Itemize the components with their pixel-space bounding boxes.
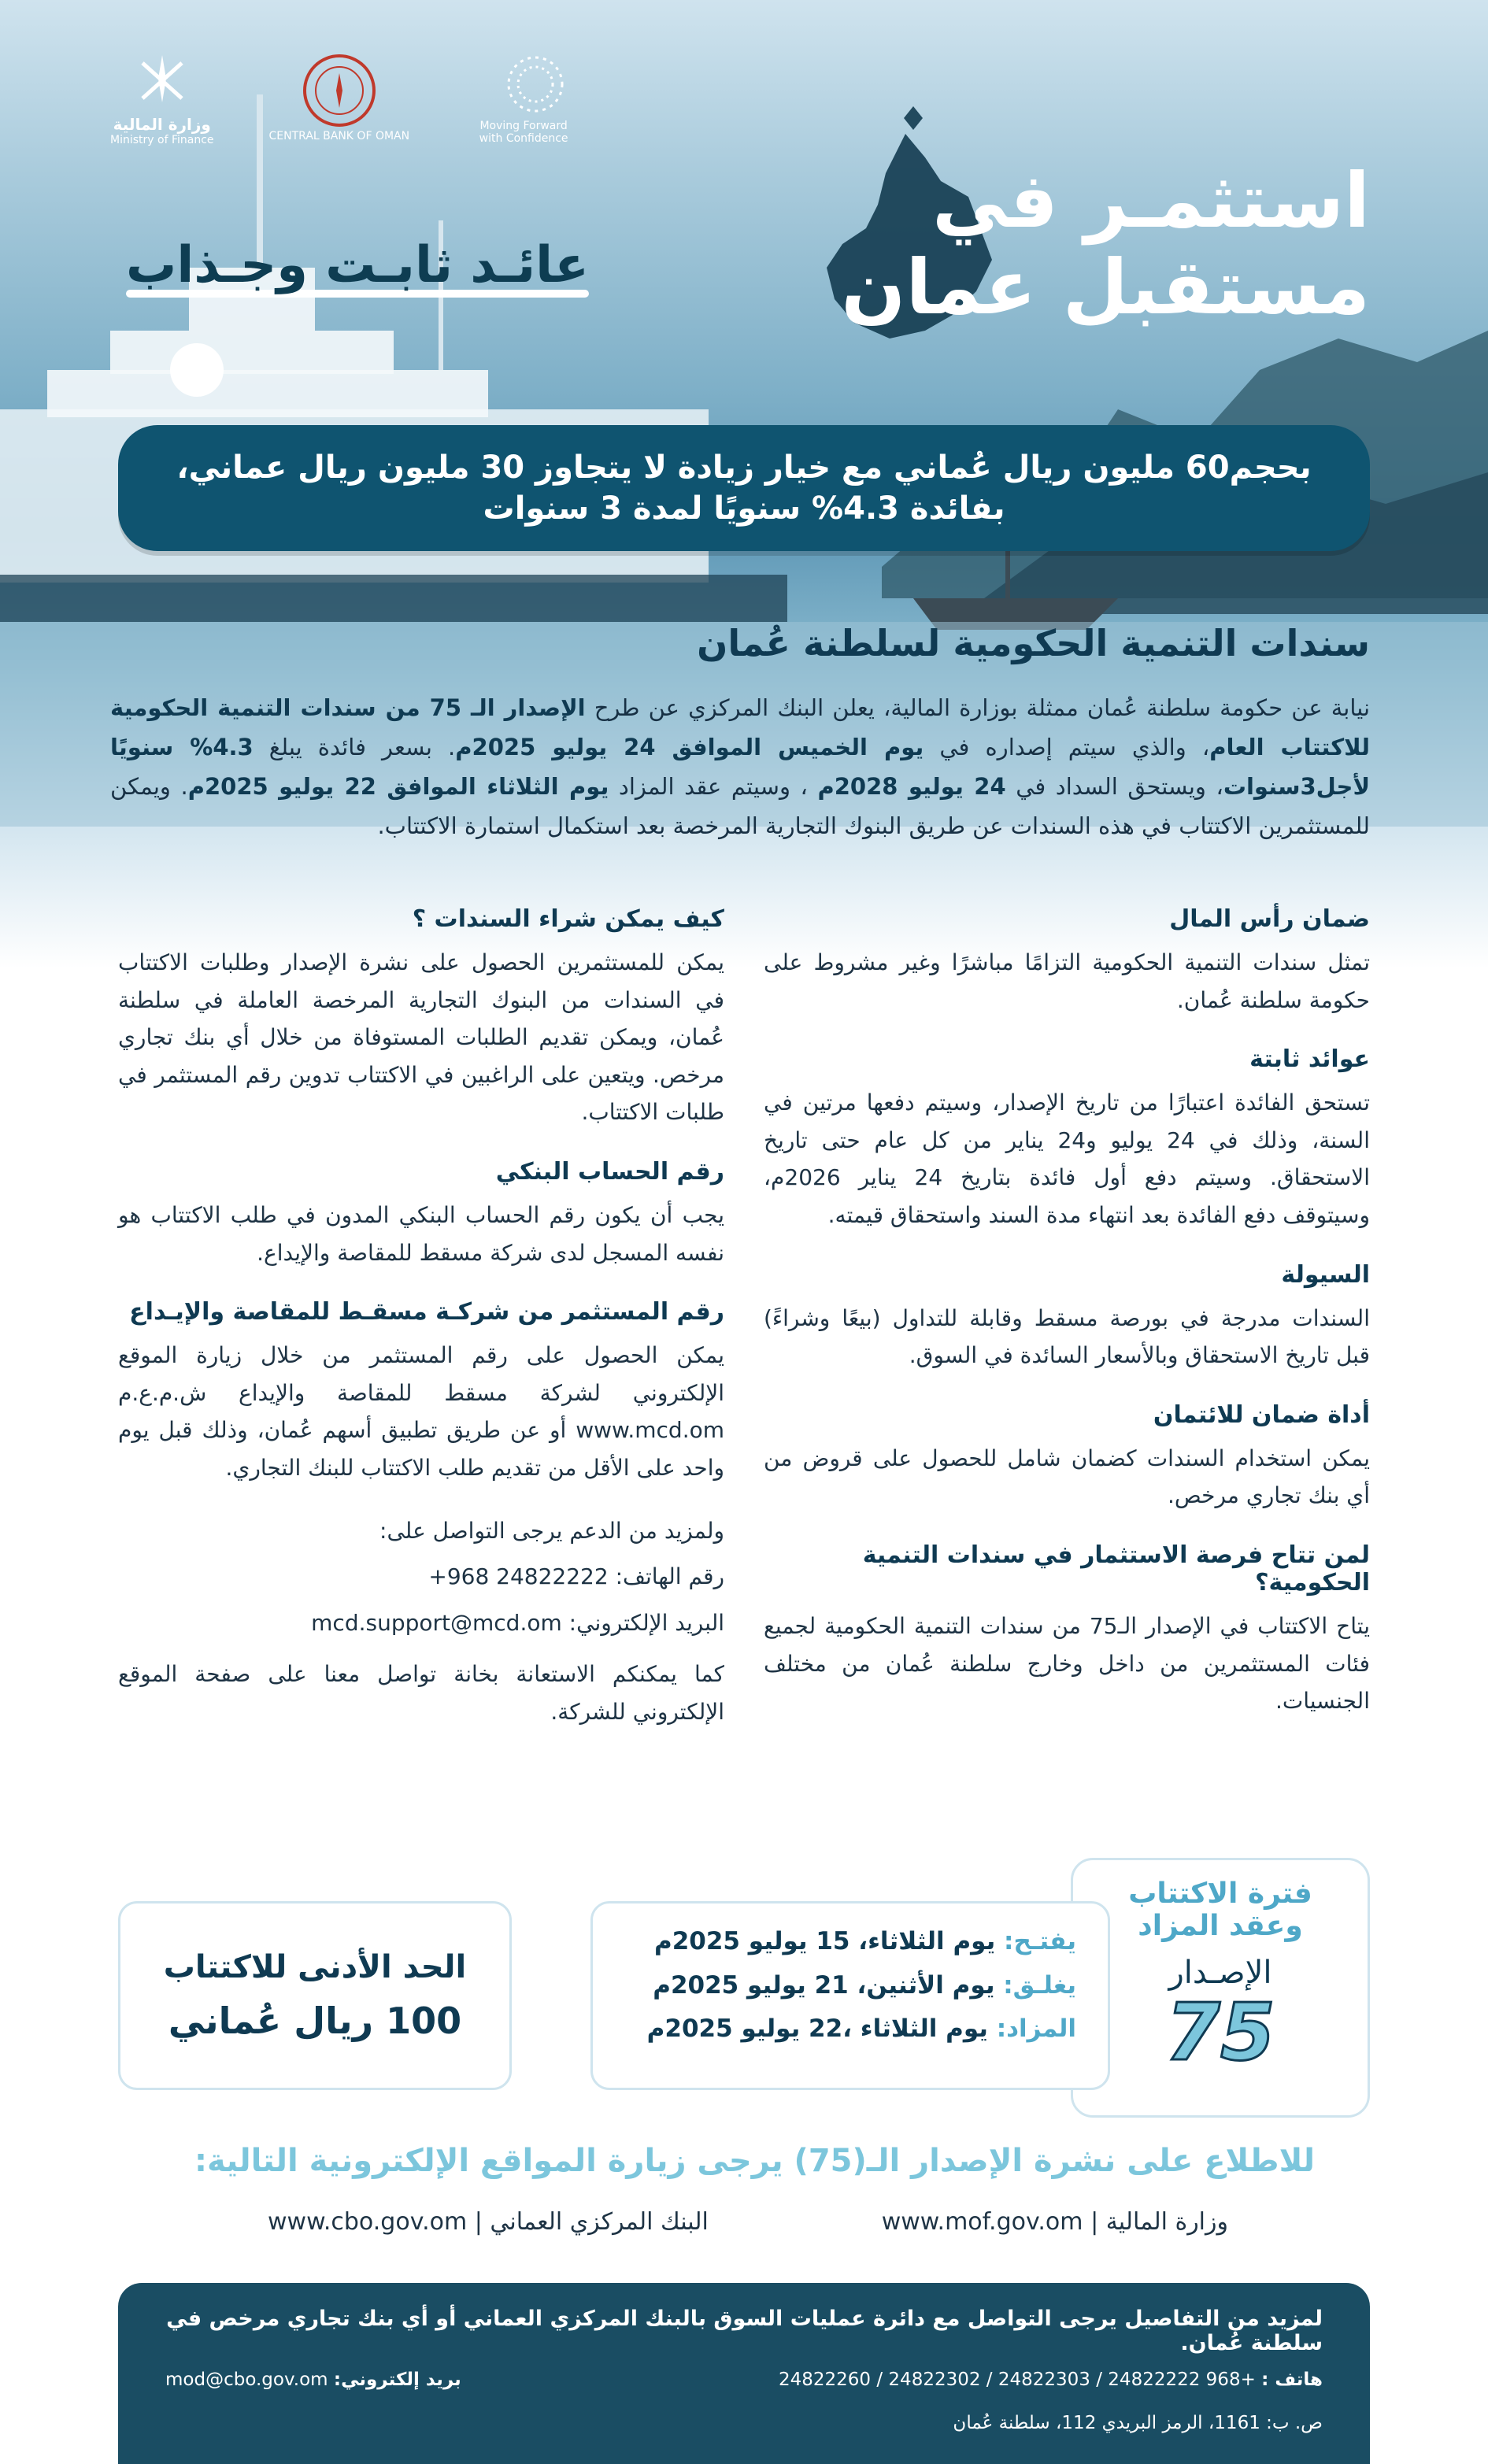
fixed-returns-block — [764, 1045, 1370, 1234]
block-body: تستحق الفائدة اعتبارًا من تاريخ الإصدار، وسيتم دفعها مرتين في السنة، وذلك في 24 يوليو و24 يناير من كل عام حتى تاريخ الاستحقاق. وسيتم دفع أول فائدة بتاريخ 24 يناير 2026م، وسيتوقف دفع الفائدة بعد انتهاء مدة السند واستحقاق قيمته. — [764, 1090, 1370, 1228]
websites-title: للاطلاع على نشرة الإصدار الـ(75) يرجى زيارة المواقع الإلكترونية التالية: — [194, 2143, 1315, 2179]
capital-guarantee-block — [764, 905, 1370, 1019]
support-email-row — [118, 1606, 724, 1641]
phone-label: رقم الهاتف: — [615, 1563, 724, 1590]
intro-bold-2: يوم الخميس الموافق 24 يوليو 2025م — [455, 733, 924, 760]
period-title-1: فترة الاكتتاب — [1128, 1878, 1312, 1910]
intro-bold-4: 24 يوليو 2028م — [817, 772, 1006, 800]
issue-panel — [1071, 1858, 1370, 2118]
intro-text-1: نيابة عن حكومة سلطنة عُمان ممثلة بوزارة المالية، يعلن البنك المركزي عن طرح — [585, 694, 1371, 721]
block-title: كيف يمكن شراء السندات ؟ — [412, 905, 724, 933]
block-title: لمن تتاح فرصة الاستثمار في سندات التنمية الحكومية؟ — [862, 1541, 1370, 1596]
intro-bold-3: 4.3% سنويًا لأجل3سنوات — [110, 733, 1371, 800]
block-title: أداة ضمان للائتمان — [1153, 1400, 1370, 1429]
block-title: السيولة — [1281, 1260, 1370, 1289]
cbo-site — [268, 2208, 709, 2236]
investor-number-block — [118, 1298, 724, 1486]
cbo-url-link[interactable]: www.cbo.gov.om — [268, 2208, 468, 2236]
intro-text-3: . بسعر فائدة يبلغ — [253, 733, 456, 760]
vision-swirl-icon — [465, 49, 583, 120]
bank-account-block — [118, 1158, 724, 1271]
logo-row — [110, 47, 583, 146]
howto-column — [118, 905, 724, 1757]
eligibility-block — [764, 1541, 1370, 1720]
min-title: الحد الأدنى للاكتتاب — [163, 1949, 467, 1985]
finance-logo-ar: وزارة المالية — [113, 115, 211, 134]
websites-row — [268, 2208, 1228, 2236]
block-title: عوائد ثابتة — [1249, 1045, 1370, 1074]
footer-address: ص. ب: 1161، الرمز البريدي 112، سلطنة عُمان — [953, 2413, 1323, 2433]
mof-url-link[interactable]: www.mof.gov.om — [881, 2208, 1083, 2236]
block-body: يمكن للمستثمرين الحصول على نشرة الإصدار وطلبات الاكتتاب في السندات من البنوك التجارية المرخصة العاملة في سلطنة عُمان، ويمكن تقديم الطلبات المستوفاة من خلال أي بنك تجاري مرخص. ويتعين على الراغبين في الاكتتاب تدوين رقم المستثمر في طلبات الاكتتاب. — [118, 949, 724, 1126]
close-label: يغلـق: — [1003, 1970, 1076, 2000]
ministry-of-finance-logo — [110, 47, 214, 146]
tagline-text: عائـد ثابـت وجـذاب — [126, 236, 589, 294]
central-bank-logo-en: CENTRAL BANK OF OMAN — [268, 130, 410, 142]
block-body: تمثل سندات التنمية الحكومية التزامًا مباشرًا وغير مشروط على حكومة سلطنة عُمان. — [764, 949, 1370, 1013]
support-intro: ولمزيد من الدعم يرجى التواصل على: — [379, 1517, 724, 1544]
open-label: يفتـح: — [1004, 1927, 1076, 1955]
tagline — [126, 236, 589, 298]
benefits-column — [764, 905, 1370, 1747]
credit-collateral-block — [764, 1401, 1370, 1515]
mof-site — [882, 2208, 1228, 2236]
intro-bold-5: يوم الثلاثاء الموافق 22 يوليو 2025م — [187, 772, 609, 800]
oman-vision-logo — [465, 49, 583, 145]
offer-banner — [118, 425, 1370, 551]
auction-label: المزاد: — [996, 2014, 1076, 2044]
email-link[interactable]: mcd.support@mcd.om — [311, 1610, 562, 1637]
block-title: رقم الحساب البنكي — [495, 1157, 724, 1186]
footer-email — [165, 2370, 461, 2390]
footer-email-link[interactable]: mod@cbo.gov.om — [165, 2370, 328, 2390]
finance-logo-en: Ministry of Finance — [110, 134, 214, 146]
footer-note: لمزيد من التفاصيل يرجى التواصل مع دائرة عمليات السوق بالبنك المركزي العماني أو أي بنك تجاري مرخص في سلطنة عُمان. — [166, 2307, 1323, 2355]
open-date-row — [624, 1922, 1076, 1962]
issue-number: 75 — [1165, 1986, 1275, 2078]
how-to-buy-block — [118, 905, 724, 1131]
block-body: يتاح الاكتتاب في الإصدار الـ75 من سندات التنمية الحكومية لجميع فئات المستثمرين من داخل وخارج سلطنة عُمان من مختلف الجنسيات. — [764, 1612, 1370, 1715]
banner-line2: بفائدة 4.3% سنويًا لمدة 3 سنوات — [483, 490, 1005, 527]
support-block — [118, 1514, 724, 1731]
open-date: يوم الثلاثاء، 15 يوليو 2025م — [653, 1927, 996, 1955]
minimum-subscription-panel — [118, 1901, 512, 2090]
intro-bold-1: الإصدار الـ 75 من سندات التنمية الحكومية للاكتتاب العام — [110, 694, 1370, 760]
cbo-label: البنك المركزي العماني | — [474, 2208, 709, 2236]
intro-text-5: ، وسيتم عقد المزاد — [609, 772, 818, 800]
liquidity-block — [764, 1261, 1370, 1374]
mof-label: وزارة المالية | — [1090, 2208, 1228, 2236]
email-label: البريد الإلكتروني: — [568, 1610, 724, 1637]
block-body: السندات مدرجة في بورصة مسقط وقابلة للتداول (بيعًا وشراءً) قبل تاريخ الاستحقاق وبالأسعار السائدة في السوق. — [764, 1304, 1370, 1369]
section-title: سندات التنمية الحكومية لسلطنة عُمان — [697, 622, 1370, 664]
intro-text-4: ، ويستحق السداد في — [1005, 772, 1223, 800]
khanjar-emblem-icon — [135, 47, 190, 110]
central-bank-seal-icon — [300, 51, 379, 130]
block-body: يجب أن يكون رقم الحساب البنكي المدون في طلب الاكتتاب هو نفسه المسجل لدى شركة مسقط للمقاصة والإيداع. — [118, 1201, 724, 1266]
vision-logo-sub: Moving Forward — [479, 120, 568, 132]
issue-label: الإصـدار — [1168, 1955, 1272, 1991]
block-body: يمكن الحصول على رقم المستثمر من خلال زيارة الموقع الإلكتروني لشركة مسقط للمقاصة والإيداع ش.م.ع.م www.mcd.om أو عن طريق تطبيق أسهم عُمان، وذلك قبل يوم واحد على الأقل من تقديم طلب الاكتتاب للبنك التجاري. — [118, 1342, 724, 1481]
footer-address-row — [165, 2413, 1323, 2433]
block-title: رقم المستثمر من شركـة مسقـط للمقاصة والإيـداع — [129, 1298, 724, 1326]
headline-line1: استثمـر في — [932, 157, 1370, 245]
intro-text-2: ، والذي سيتم إصداره في — [924, 733, 1210, 760]
close-date: يوم الأثنين، 21 يوليو 2025م — [653, 1970, 995, 2000]
vision-logo-en: with Confidence — [479, 132, 568, 145]
dates-panel — [590, 1901, 1110, 2090]
banner-line1: بحجم60 مليون ريال عُماني مع خيار زيادة لا يتجاوز 30 مليون ريال عماني، — [176, 450, 1312, 486]
block-title: ضمان رأس المال — [1169, 905, 1370, 933]
headline-line2: مستقبل عمان — [841, 243, 1370, 332]
footer — [118, 2283, 1370, 2464]
support-phone-row — [118, 1559, 724, 1595]
footer-email-label: بريد إلكتروني: — [333, 2370, 461, 2390]
period-title-2: وعقد المزاد — [1138, 1910, 1303, 1942]
subscription-period-section — [118, 1858, 1370, 2118]
central-bank-logo — [269, 51, 410, 142]
headline — [841, 157, 1370, 331]
intro-text-6: . ويمكن للمستثمرين الاكتتاب في هذه السندات عن طريق البنوك التجارية المرخصة بعد استكمال استمارة الاكتتاب. — [110, 772, 1370, 839]
footer-phones — [779, 2370, 1323, 2390]
support-note: كما يمكنكم الاستعانة بخانة تواصل معنا على صفحة الموقع الإلكتروني للشركة. — [118, 1660, 724, 1725]
footer-phone-numbers[interactable]: 24822260 / 24822302 / 24822303 / 24822222 968+ — [778, 2370, 1256, 2390]
min-value: 100 ريال عُماني — [168, 2000, 462, 2042]
auction-date-row — [624, 2010, 1076, 2049]
phone-number[interactable]: +968 24822222 — [428, 1563, 609, 1590]
close-date-row — [624, 1966, 1076, 2006]
footer-phone-label: هاتف : — [1261, 2370, 1323, 2390]
footer-contact-row — [165, 2370, 1323, 2390]
intro-paragraph — [110, 689, 1370, 846]
auction-date: يوم الثلاثاء ،22 يوليو 2025م — [646, 2014, 988, 2044]
block-body: يمكن استخدام السندات كضمان شامل للحصول على قروض من أي بنك تجاري مرخص. — [764, 1445, 1370, 1509]
